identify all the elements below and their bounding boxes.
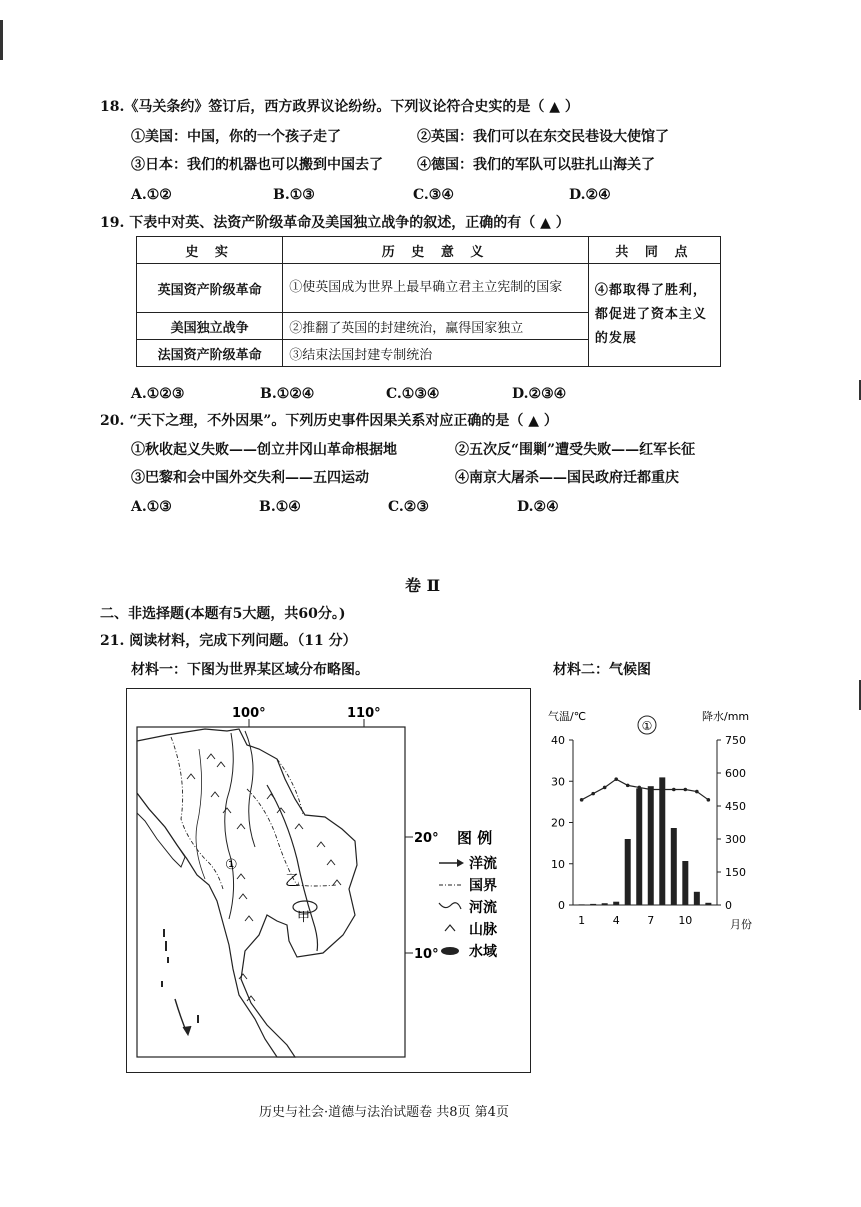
precip-bar <box>602 903 608 905</box>
scan-edge <box>0 20 3 60</box>
table-header: 共 同 点 <box>588 237 720 264</box>
tick-label-right: 150 <box>725 866 746 879</box>
material2-caption: 材料二：气候图 <box>553 662 651 678</box>
temperature-point <box>672 788 676 792</box>
table-cell-meaning: ②推翻了英国的封建统治，赢得国家独立 <box>283 313 589 340</box>
temperature-point <box>649 788 653 792</box>
precip-bar <box>590 904 596 905</box>
q18-choice-c[interactable]: C.③④ <box>413 187 454 203</box>
legend-label: 水域 <box>469 944 497 960</box>
precip-bar <box>705 903 711 905</box>
tick-label-right: 450 <box>725 800 746 813</box>
temperature-point <box>695 790 699 794</box>
chart-title: ① <box>641 719 653 733</box>
table-cell-fact: 法国资产阶级革命 <box>137 340 283 367</box>
legend-label: 洋流 <box>469 856 497 872</box>
temperature-point <box>660 788 664 792</box>
table-cell-fact: 英国资产阶级革命 <box>137 264 283 313</box>
temperature-point <box>707 798 711 802</box>
table-row <box>137 264 721 313</box>
tick-label-right: 0 <box>725 899 732 912</box>
q21-stem: 21. 阅读材料，完成下列问题。（11 分） <box>100 633 357 649</box>
q19-choice-d[interactable]: D.②③④ <box>512 386 567 402</box>
q20-option-3: ③巴黎和会中国外交失利——五四运动 <box>131 470 369 486</box>
q18-stem: 18.《马关条约》签订后，西方政界议论纷纷。下列议论符合史实的是（ ▲ ） <box>100 99 579 115</box>
temperature-point <box>637 786 641 790</box>
map-frame <box>126 688 531 1073</box>
q19-table <box>136 236 721 367</box>
table-cell-common: ④都取得了胜利，都促进了资本主义的发展 <box>588 264 720 367</box>
q20-option-2: ②五次反“围剿”遭受失败——红军长征 <box>455 442 696 458</box>
climate-chart <box>540 700 760 940</box>
temperature-point <box>580 798 584 802</box>
temperature-point <box>626 784 630 788</box>
table-cell-meaning: ①使英国成为世界上最早确立君主立宪制的国家 <box>283 264 589 313</box>
tick-label-left: 40 <box>551 734 565 747</box>
table-cell-meaning: ③结束法国封建专制统治 <box>283 340 589 367</box>
tick-label-right: 600 <box>725 767 746 780</box>
q20-choice-d[interactable]: D.②④ <box>517 499 559 515</box>
q19-choice-b[interactable]: B.①②④ <box>260 386 315 402</box>
chart-xlabel: 月份 <box>730 918 752 931</box>
q19-choice-a[interactable]: A.①②③ <box>131 386 185 402</box>
landmass <box>137 729 357 1057</box>
precip-bar <box>625 839 631 905</box>
tick-label-x: 1 <box>578 914 586 927</box>
latitude-label: 20° <box>414 831 439 846</box>
table-cell-fact: 美国独立战争 <box>137 313 283 340</box>
tick-label-x: 10 <box>678 914 693 927</box>
precip-bar <box>648 786 654 905</box>
q18-option-3: ③日本：我们的机器也可以搬到中国去了 <box>131 157 383 173</box>
legend-title: 图 例 <box>457 829 493 847</box>
precip-bar <box>682 861 688 905</box>
q18-choice-a[interactable]: A.①② <box>131 187 172 203</box>
q20-option-4: ④南京大屠杀——国民政府迁都重庆 <box>455 470 679 486</box>
longitude-label: 110° <box>347 706 381 721</box>
tick-label-right: 750 <box>725 734 746 747</box>
legend-water <box>441 943 498 960</box>
tick-label-left: 0 <box>558 899 565 912</box>
precip-bar <box>636 788 642 905</box>
temperature-line <box>582 779 709 800</box>
q20-choice-c[interactable]: C.②③ <box>388 499 429 515</box>
tick-label-left: 10 <box>551 857 565 871</box>
q20-stem: 20. “天下之理，不外因果”。下列历史事件因果关系对应正确的是（ ▲ ） <box>100 413 558 429</box>
tick-label-left: 30 <box>551 775 565 789</box>
legend-mountain <box>445 922 498 938</box>
legend-label: 国界 <box>469 878 497 894</box>
precip-bar <box>613 902 619 905</box>
temperature-point <box>614 777 618 781</box>
q19-stem: 19. 下表中对英、法资产阶级革命及美国独立战争的叙述，正确的有（ ▲ ） <box>100 215 570 231</box>
tick-label-x: 4 <box>612 914 620 927</box>
legend-river <box>439 899 497 916</box>
tick-label-x: 7 <box>647 914 655 927</box>
island-marks <box>161 929 199 1023</box>
map-label-station: ① <box>225 857 238 873</box>
latitude-label: 10° <box>414 947 439 962</box>
precip-bar <box>659 777 665 905</box>
precip-bar <box>694 892 700 905</box>
temperature-point <box>603 786 607 790</box>
q20-option-1: ①秋收起义失败——创立井冈山革命根据地 <box>131 442 397 458</box>
legend-ocean-current <box>439 855 497 872</box>
longitude-label: 100° <box>232 706 266 721</box>
current-arrow <box>183 1026 191 1035</box>
table-header: 历 史 意 义 <box>283 237 589 264</box>
map-figure <box>127 689 530 1072</box>
q20-choice-b[interactable]: B.①④ <box>259 499 301 515</box>
q18-option-2: ②英国：我们可以在东交民巷设大使馆了 <box>417 129 669 145</box>
table-header: 史 实 <box>137 237 283 264</box>
temperature-point <box>591 792 595 796</box>
tick-label-left: 20 <box>551 816 565 830</box>
section-part: 二、非选择题(本题有5大题，共60分。) <box>100 606 346 622</box>
q20-choice-a[interactable]: A.①③ <box>131 499 172 515</box>
precip-bar <box>671 828 677 905</box>
material1-caption: 材料一：下图为世界某区域分布略图。 <box>131 662 369 678</box>
q18-choice-b[interactable]: B.①③ <box>273 187 315 203</box>
chart-ylabel-right: 降水/mm <box>702 710 750 723</box>
temperature-point <box>684 788 688 792</box>
chart-ylabel-left: 气温/℃ <box>548 710 587 723</box>
q19-choice-c[interactable]: C.①③④ <box>386 386 440 402</box>
map-label-jia: 甲 <box>297 910 311 925</box>
legend-label: 山脉 <box>469 922 497 938</box>
tick-label-right: 300 <box>725 833 746 846</box>
table-header-row <box>137 237 721 264</box>
section-title: 卷 Ⅱ <box>405 576 441 595</box>
q18-choice-d[interactable]: D.②④ <box>569 187 611 203</box>
q18-option-4: ④德国：我们的军队可以驻扎山海关了 <box>417 157 655 173</box>
legend-label: 河流 <box>469 900 497 916</box>
q18-option-1: ①美国：中国，你的一个孩子走了 <box>131 129 341 145</box>
precip-bar <box>579 904 585 905</box>
legend-border <box>439 877 497 894</box>
map-label-yi: 乙 <box>285 871 301 889</box>
page-footer: 历史与社会·道德与法治试题卷 共8页 第4页 <box>259 1105 509 1120</box>
